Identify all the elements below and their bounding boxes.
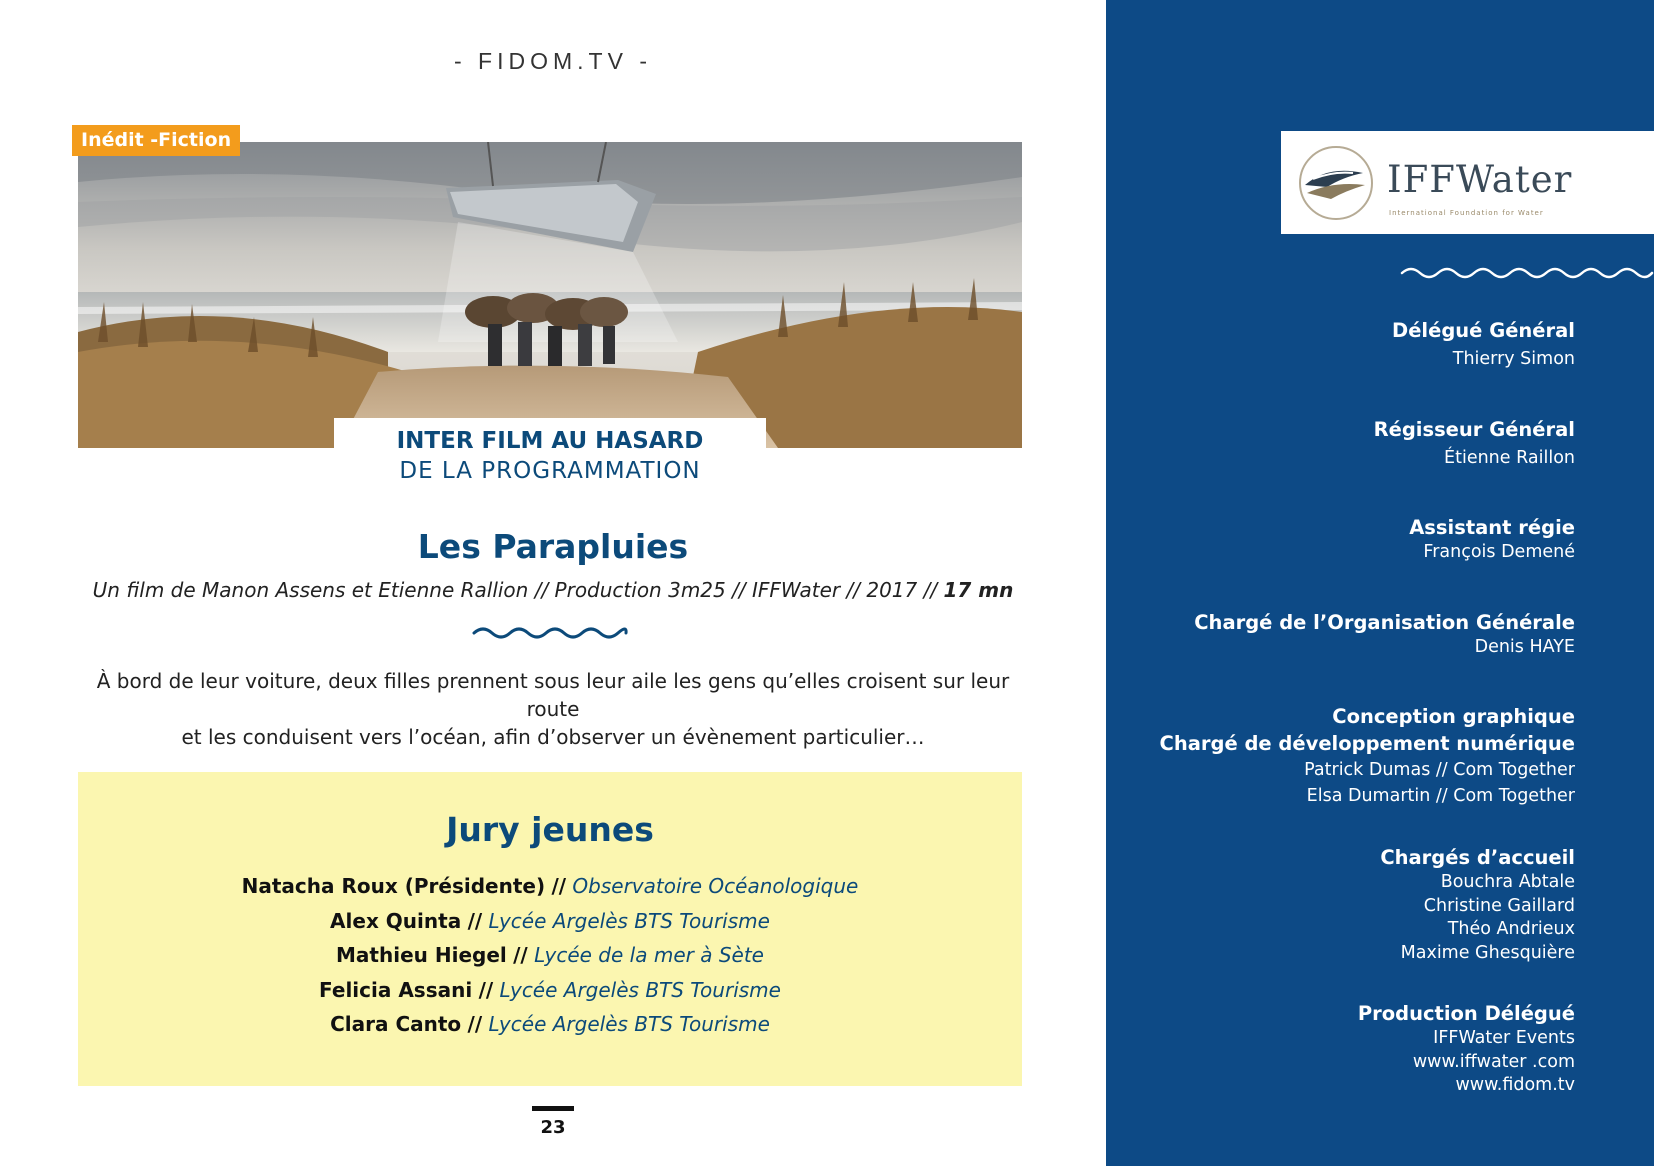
jury-member: [78, 869, 1022, 904]
credit-person: Elsa Dumartin // Com Together: [1306, 786, 1575, 806]
jury-member-organization: Lycée Argelès BTS Tourisme: [488, 1012, 770, 1036]
category-badge: Inédit -Fiction: [72, 125, 240, 156]
wave-divider-icon: [1400, 264, 1654, 280]
credit-role: Délégué Général: [1392, 319, 1575, 342]
page-header: - FIDOM.TV -: [454, 48, 652, 74]
credit-person: Christine Gaillard: [1423, 895, 1575, 916]
jury-member-organization: Lycée Argelès BTS Tourisme: [488, 908, 770, 933]
jury-member-organization: Observatoire Océanologique: [572, 874, 859, 898]
page-number: 23: [540, 1117, 566, 1138]
credit-person: Thierry Simon: [1452, 349, 1575, 369]
credit-role: Production Délégué: [1357, 1002, 1575, 1025]
jury-member-separator: //: [551, 874, 567, 898]
logo-wordmark: IFFWater: [1387, 158, 1573, 201]
film-still-image: [78, 142, 1022, 448]
film-duration: 17 mn: [943, 578, 1014, 602]
jury-member-separator: //: [478, 977, 494, 1002]
jury-title: Jury jeunes: [446, 810, 654, 849]
jury-member-separator: //: [467, 908, 483, 933]
synopsis-line: et les conduisent vers l’océan, afin d’observer un évènement particulier…: [181, 725, 925, 749]
logo-tagline: International Foundation for Water: [1389, 209, 1544, 217]
credit-role: Chargé de développement numérique: [1159, 732, 1575, 755]
credit-person: IFFWater Events: [1433, 1028, 1575, 1048]
jury-member: [78, 1007, 1022, 1042]
credit-role: Régisseur Général: [1373, 417, 1575, 441]
jury-member-name: Alex Quinta: [330, 908, 462, 933]
credit-person: Denis HAYE: [1474, 636, 1575, 657]
film-title: Les Parapluies: [417, 527, 689, 566]
credit-person: Maxime Ghesquière: [1400, 942, 1575, 963]
credit-role: Assistant régie: [1409, 516, 1575, 539]
credit-block: [1095, 844, 1575, 965]
jury-member-name: Felicia Assani: [319, 977, 473, 1002]
jury-member-organization: Lycée Argelès BTS Tourisme: [499, 977, 781, 1002]
credit-role: Chargés d’accueil: [1380, 846, 1575, 869]
section-caption: [334, 418, 766, 492]
page-number-bar: [532, 1106, 574, 1111]
section-subtitle: DE LA PROGRAMMATION: [399, 458, 701, 484]
jury-member-organization: Lycée de la mer à Sète: [534, 943, 764, 967]
credit-block: [1095, 703, 1575, 809]
credit-block: [1095, 1000, 1575, 1098]
jury-member: [78, 938, 1022, 973]
jury-panel: [78, 772, 1022, 1086]
staff-credits: [1095, 317, 1575, 1098]
credit-person: François Demené: [1423, 542, 1575, 562]
credit-person: Théo Andrieux: [1447, 919, 1575, 939]
jury-member: [78, 973, 1022, 1008]
jury-member-separator: //: [513, 943, 528, 967]
credit-block: [1095, 416, 1575, 471]
jury-member-name: Mathieu Hiegel: [336, 943, 507, 967]
iffwater-logo-icon: [1293, 143, 1383, 223]
credit-block: [1095, 514, 1575, 565]
credit-block: [1095, 609, 1575, 660]
section-title: INTER FILM AU HASARD: [396, 428, 704, 454]
credit-role: Chargé de l’Organisation Générale: [1194, 610, 1575, 634]
wave-divider-icon: [472, 624, 628, 640]
jury-list: [78, 869, 1022, 1042]
synopsis-line: À bord de leur voiture, deux filles prennent sous leur aile les gens qu’elles croisent sur leur route: [96, 669, 1010, 721]
credit-person: Étienne Raillon: [1444, 447, 1575, 468]
credit-person: www.iffwater .com: [1412, 1051, 1575, 1072]
credit-person: Bouchra Abtale: [1440, 872, 1575, 892]
credit-person: Patrick Dumas // Com Together: [1304, 760, 1575, 780]
credit-person: www.fidom.tv: [1455, 1075, 1575, 1095]
credit-block: [1095, 317, 1575, 372]
jury-member: [78, 904, 1022, 939]
film-credits-text: Un film de Manon Assens et Etienne Rallion // Production 3m25 // IFFWater // 2017 //: [92, 578, 938, 602]
jury-member-name: Clara Canto: [330, 1012, 462, 1036]
jury-member-name: Natacha Roux (Présidente): [241, 874, 546, 898]
film-credits: [0, 578, 1106, 602]
credit-role: Conception graphique: [1332, 705, 1575, 728]
jury-member-separator: //: [467, 1012, 483, 1036]
film-synopsis: [70, 667, 1036, 751]
iffwater-logo: [1281, 131, 1654, 234]
